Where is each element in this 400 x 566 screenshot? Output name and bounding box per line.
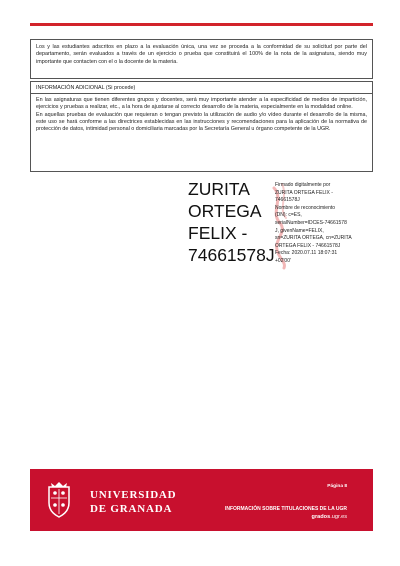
digital-signature <box>188 178 388 273</box>
signature-detail-line: +02'00' <box>275 257 291 264</box>
signature-detail-line: ORTEGA FELIX - 74661578J <box>275 242 341 249</box>
signature-detail-line: J, givenName=FELIX, <box>275 227 324 234</box>
additional-info-paragraph-2: En aquellas pruebas de evaluación que requieran o tengan previsto la utilización de audio y/o vídeo durante el desarrollo de la misma, este uso se hará conforme a las directrices establecidas en las instrucciones y recomendaciones para la aplicación de la normativa de protección de datos, intimidad personal o domiciliaria marcadas por la Secretaría General u órgano competente de la UGR. <box>36 111 367 133</box>
footer-banner <box>30 469 373 531</box>
signer-name <box>188 178 278 266</box>
info-title: INFORMACIÓN SOBRE TITULACIONES DE LA UGR <box>224 506 347 512</box>
signature-detail-line: Nombre de reconocimiento <box>275 204 336 211</box>
signature-detail-line: (DN): c=ES, <box>275 212 302 219</box>
evaluation-note-text: Los y las estudiantes adscritos en plazo a la evaluación única, una vez se proceda a la conformidad de su solicitud por parte del departamento, serán evaluados a través de un ejercicio o prueba que constituirá el 100% de la nota de la asignatura, siendo muy importante que contacten con el o la docente de la materia. <box>36 44 367 65</box>
signature-details <box>275 182 373 266</box>
signer-name-line: 74661578J <box>188 245 275 265</box>
signature-detail-line: Fecha: 2020.07.11 18:07:31 <box>275 250 338 257</box>
page-number: Página 8 <box>327 484 347 489</box>
signer-name-line: ORTEGA <box>188 201 262 221</box>
additional-info-header-box <box>30 81 373 94</box>
top-red-rule <box>30 23 373 26</box>
university-name-line-2: DE GRANADA <box>90 503 173 515</box>
additional-info-heading: INFORMACIÓN ADICIONAL (Si procede) <box>36 85 136 91</box>
university-crest-icon <box>45 481 73 519</box>
info-url[interactable] <box>312 514 347 520</box>
signer-name-line: FELIX - <box>188 223 248 243</box>
signature-detail-line: sn=ZURITA ORTEGA, cn=ZURITA <box>275 235 352 242</box>
signature-detail-line: ZURITA ORTEGA FELIX - <box>275 189 333 196</box>
university-name-line-1: UNIVERSIDAD <box>90 489 177 501</box>
evaluation-note-box <box>30 39 373 79</box>
additional-info-body-box <box>30 94 373 172</box>
signer-name-line: ZURITA <box>188 179 250 199</box>
signature-detail-line: 74661578J <box>275 197 300 204</box>
signature-detail-line: serialNumber=IDCES-74661578 <box>275 219 347 226</box>
signature-detail-line: Firmado digitalmente por <box>275 182 331 188</box>
info-url-bold: grados <box>311 514 331 520</box>
info-url-rest: .ugr.es <box>330 514 347 520</box>
additional-info-paragraph-1: En las asignaturas que tienen diferentes grupos y docentes, será muy importante atender a la especificidad de medios de impartición, ejercicios y pruebas a realizar, etc., a la hora de ajustarse al correcto desarrollo de la materia, especialmente en la modalidad online. <box>36 97 367 111</box>
